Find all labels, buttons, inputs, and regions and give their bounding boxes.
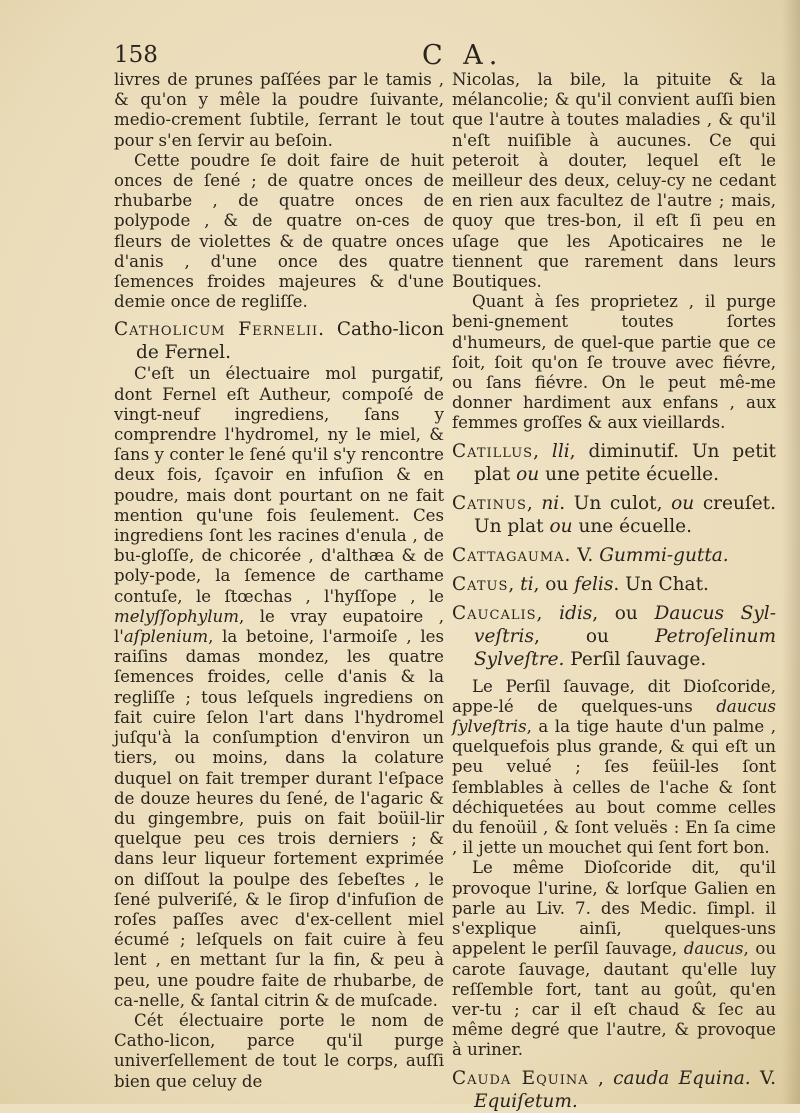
italic-term: daucus ſylveſtris bbox=[452, 696, 776, 737]
cross-reference: V. bbox=[759, 1067, 776, 1089]
right-column bbox=[452, 70, 776, 1113]
left-column bbox=[114, 70, 444, 1092]
dictionary-entry-cattagauma bbox=[452, 544, 776, 567]
page-number: 158 bbox=[114, 42, 158, 68]
page-header bbox=[114, 42, 774, 72]
italic-term: ou bbox=[549, 515, 573, 537]
entry-headword: Catus bbox=[452, 573, 509, 595]
entry-gloss: une petite écuelle. bbox=[545, 463, 719, 485]
entry-headword: Cattagauma. bbox=[452, 544, 572, 566]
italic-term: idis bbox=[559, 602, 593, 624]
entry-headword: Catholicum Fernelii. bbox=[114, 319, 326, 341]
entry-gloss: . Un culot, bbox=[559, 492, 663, 514]
italic-term: ou bbox=[671, 492, 695, 514]
entry-headword: Catinus bbox=[452, 492, 527, 514]
entry-gloss: une écuelle. bbox=[578, 515, 692, 537]
text-run: , a la tige haute d'un palme , quelquefois plus grande, & qui eſt un peu velué ; ſes feüil-les ſont ſemblables à celles de l'ache & ſont déchiquetées au bout comme celles du fenoüil , & ſont veluës : En ſa cime , il jette un mouchet qui ſent fort bon. bbox=[452, 717, 776, 858]
dictionary-entry-catholicum bbox=[114, 318, 444, 364]
page-edge-shadow bbox=[782, 0, 800, 1104]
italic-term: aſplenium bbox=[123, 627, 209, 647]
paragraph: Nicolas, la bile, la pituite & la mélancolie; & qu'il convient auſſi bien que l'autre à toutes maladies , & qu'il n'eſt nuiſible à aucunes. Ce qui peteroit à douter, lequel eſt le meilleur des deux, celuy-cy ne cedant en rien aux facultez de l'autre ; mais, quoy que tres-bon, il eſt ſi peu en uſage que les Apoticaires ne le tiennent que rarement dans leurs Boutiques. bbox=[452, 70, 776, 292]
italic-term: ou bbox=[516, 463, 540, 485]
paragraph bbox=[452, 677, 776, 859]
italic-term: lli bbox=[551, 440, 570, 462]
paragraph bbox=[114, 364, 444, 1011]
cross-reference: V. bbox=[577, 544, 594, 566]
paragraph: Cét électuaire porte le nom de Catho-licon, parce qu'il purge univerſellement de tout le corps, auſſi bien que celuy de bbox=[114, 1010, 444, 1091]
text-run: Le même Dioſcoride dit, qu'il provoque l'urine, & lorſque Galien en parle au Liv. 7. des Medic. ſimpl. il s'explique ainſi, quelques-uns appelent le perſil ſauvage, bbox=[452, 858, 776, 959]
text-run: , la betoine, l'armoiſe , les raiſins damas mondez, les quatre ſemences froides, celle d'anis & la regliſſe ; tous leſquels ingrediens on fait cuire ſelon l'art dans l'hydromel juſqu'à la conſumption d'environ un tiers, ou moins, dans la colature duquel on fait tremper durant l'eſpace de douze heures du ſené, de l'agaric & du gingembre, puis on fait boüil-lir quelque peu ces trois derniers ; & dans leur liqueur fortement exprimée on diſſout la poulpe des ſebeſtes , le ſené pulveriſé, & le ſirop d'infuſion de roſes paſſes avec d'ex-cellent miel écumé ; leſquels on fait cuire à feu lent , en mettant ſur la fin, & peu à peu, une poudre faite de rhubarbe, de ca-nelle, & ſantal citrin & de muſcade. bbox=[114, 627, 444, 1010]
paragraph: livres de prunes paſſées par le tamis , & qu'on y mêle la poudre ſuivante, medio-crement ſubtile, ſerrant le tout pour s'en ſervir au beſoin. bbox=[114, 70, 444, 150]
entry-gloss: Catho-licon de Fernel. bbox=[136, 319, 444, 364]
dictionary-entry-catinus: Catinus, ni. Un culot, ou creuſet. Un plat ou une écuelle. bbox=[452, 492, 776, 537]
dictionary-entry-catus: Catus, ti, ou felis. Un Chat. bbox=[452, 573, 709, 595]
paragraph bbox=[452, 858, 776, 1060]
italic-term: Gummi-gutta. bbox=[599, 544, 729, 566]
text-run: C'eſt un électuaire mol purgatif, dont Fernel eſt Autheur, compoſé de vingt-neuf ingrediens, ſans y comprendre l'hydromel, ny le miel, & ſans y conter le ſené qu'il s'y rencontre deux fois, ſçavoir en infuſion & en poudre, mais dont pourtant on ne fait mention qu'une fois ſeulement. Ces ingrediens ſont les racines d'enula , de bu-gloſſe, de chicorée , d'althæa & de poly-pode, la ſemence de carthame contuſe, le ſtœchas , l'hyſſope , le bbox=[114, 364, 444, 606]
entry-gloss: , diminutif. Un petit plat bbox=[474, 440, 776, 485]
text-run: , le vray eupatoire , l' bbox=[114, 606, 444, 647]
dictionary-entry-caucalis: Caucalis, idis, ou Daucus Syl-veſtris, ou Petroſelinum Sylveſtre. Perſil ſauvage. bbox=[452, 602, 776, 670]
italic-term: ni bbox=[541, 492, 560, 514]
entry-headword: Caucalis bbox=[452, 602, 537, 624]
italic-term: Petroſelinum Sylveſtre. bbox=[474, 625, 776, 670]
running-head: C A. bbox=[422, 40, 504, 71]
italic-term: felis bbox=[574, 573, 614, 595]
entry-headword: Cauda Equina bbox=[452, 1067, 589, 1089]
entry-headword: Catillus bbox=[452, 440, 534, 462]
italic-term: ti bbox=[520, 573, 534, 595]
italic-term: cauda Equina. bbox=[613, 1067, 751, 1089]
paragraph: Quant à ſes proprietez , il purge beni-gnement toutes ſortes d'humeurs, de quel-que partie que ce ſoit, ſoit qu'on ſe trouve avec fiévre, ou ſans fiévre. On le peut mê-me donner hardiment aux enfans , aux femmes groſſes & aux vieillards. bbox=[452, 292, 776, 433]
italic-term: daucus bbox=[683, 939, 744, 959]
text-run: Le Perſil ſauvage, dit Dioſcoride, appe-lé de quelques-uns bbox=[452, 676, 776, 716]
entry-gloss: , ou bbox=[533, 573, 569, 595]
text-run: , ou carote ſauvage, dautant qu'elle luy reſſemble fort, tant au goût, qu'en ver-tu ; car il eſt chaud & ſec au même degré que l'autre, & provoque à uriner. bbox=[452, 939, 777, 1060]
entry-gloss: , ou bbox=[592, 602, 638, 624]
italic-term: Daucus Syl-veſtris bbox=[474, 602, 776, 647]
paragraph: Cette poudre ſe doit faire de huit onces de ſené ; de quatre onces de rhubarbe , de quatre onces de polypode , & de quatre on-ces de fleurs de violettes & de quatre onces d'anis , d'une once des quatre ſemences froides majeures & d'une demie once de regliſſe. bbox=[114, 150, 444, 312]
italic-term: melyſſophylum bbox=[114, 606, 239, 626]
entry-gloss: Perſil ſauvage. bbox=[570, 648, 707, 670]
entry-gloss: creuſet. Un plat bbox=[474, 492, 776, 537]
dictionary-entry-catillus: Catillus, lli, diminutif. Un petit plat ou une petite écuelle. bbox=[452, 440, 776, 485]
italic-term: Equiſetum. bbox=[474, 1090, 578, 1112]
dictionary-entry-cauda-equina: Cauda Equina , cauda Equina. V. Equiſetum. bbox=[452, 1067, 776, 1112]
entry-gloss: . Un Chat. bbox=[613, 573, 709, 595]
